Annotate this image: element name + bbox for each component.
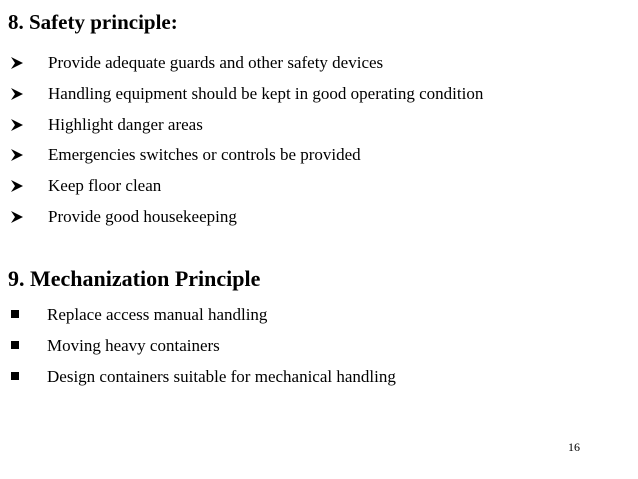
- arrowhead-bullet-icon: [10, 148, 24, 162]
- list-item-text: Keep floor clean: [48, 176, 162, 196]
- list-item-text: Moving heavy containers: [47, 336, 220, 355]
- list-item-text: Design containers suitable for mechanical handling: [47, 367, 396, 386]
- list-item-text: Provide good housekeeping: [48, 206, 237, 226]
- list-item-text: Provide adequate guards and other safety devices: [48, 53, 384, 72]
- list-item-text: Replace access manual handling: [47, 305, 268, 324]
- arrowhead-bullet-icon: [10, 56, 24, 70]
- section-title-mechanization-principle: 9. Mechanization Principle: [8, 266, 261, 291]
- square-bullet-icon: [11, 341, 19, 349]
- list-item-text: Highlight danger areas: [48, 114, 203, 134]
- arrowhead-bullet-icon: [10, 179, 24, 193]
- arrowhead-bullet-icon: [10, 210, 24, 224]
- arrowhead-bullet-icon: [10, 87, 24, 101]
- square-bullet-icon: [11, 310, 19, 318]
- section-title-safety-principle: 8. Safety principle:: [8, 10, 178, 34]
- page-number: 16: [568, 440, 580, 454]
- list-item-text: Handling equipment should be kept in good operating condition: [48, 83, 484, 103]
- arrowhead-bullet-icon: [10, 118, 24, 132]
- square-bullet-icon: [11, 372, 19, 380]
- list-item-text: Emergencies switches or controls be provided: [48, 145, 361, 165]
